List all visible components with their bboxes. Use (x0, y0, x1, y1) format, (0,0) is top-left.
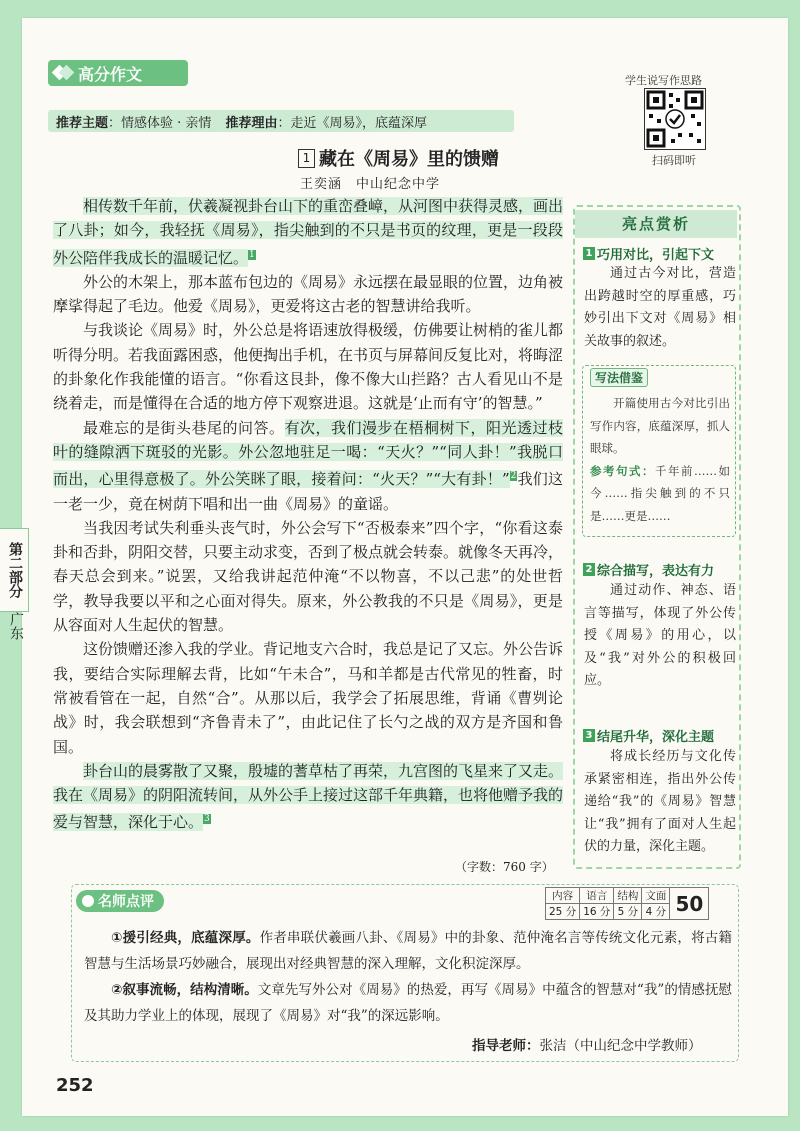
paragraph-1 (53, 194, 563, 270)
page-number: 252 (56, 1075, 94, 1096)
paragraph-6: 这份馈赠还渗入我的学业。背记地支六合时，我总是记了又忘。外公告诉我，要结合实际理解去背，比如“午未合”，马和羊都是古代常见的牲畜，时常被看管在一起，自然“合”。从那以后，我学会了拓展思维，背诵《曹刿论战》时，我会联想到“齐鲁青未了”，由此记住了长勺之战的双方是齐国和鲁国。 (53, 640, 564, 756)
highlight-head-3-text: 结尾升华，深化主题 (597, 730, 715, 745)
qr-caption-bottom: 扫码即听 (652, 154, 696, 167)
theme-label: 推荐主题 (56, 115, 109, 131)
reason-label: 推荐理由 (225, 115, 278, 131)
highlight-head-2 (583, 560, 714, 579)
paragraph-3: 与我谈论《周易》时，外公总是将语速放得极缓，仿佛要让树梢的雀儿都听得分明。若我面露困惑，他便掏出手机，在书页与屏幕间反复比对，将晦涩的卦象化作我能懂的语言。“你看这艮卦，像不像大山拦路？古人看见山不是绕着走，而是懂得在合适的地方停下观察进退。这就是‘止而有守’的智慧。” (53, 321, 564, 413)
teacher-label: 指导老师： (472, 1038, 540, 1054)
score-value: 4 分 (642, 904, 670, 920)
writing-tip-text (590, 392, 730, 527)
paragraph-2: 外公的木架上，那本蓝布包边的《周易》永远摆在最显眼的位置，边角被摩挲得起了毛边。他爱《周易》，更爱将这古老的智慧讲给我听。 (53, 272, 564, 316)
score-header: 语言 (580, 888, 614, 904)
review-tag (76, 890, 164, 912)
highlight-num-3: 3 (583, 729, 595, 742)
section-tag-label: 高分作文 (78, 64, 143, 84)
writing-tip-label: 写法借鉴 (590, 368, 648, 387)
note-marker-3: 3 (204, 814, 210, 825)
score-value: 16 分 (580, 904, 614, 920)
side-tab-region: 广东 (8, 612, 24, 640)
score-value: 25 分 (546, 904, 580, 920)
highlight-num-1: 1 (583, 247, 595, 260)
review-comment-1-head: ①援引经典，底蕴深厚。 (111, 930, 260, 946)
side-tab-part: 第二部分 (0, 528, 29, 612)
p4-lead: 最难忘的是街头巷尾的问答。 (83, 418, 285, 437)
review-comment-2 (84, 977, 732, 1029)
highlights-title: 亮点赏析 (575, 210, 737, 238)
score-header: 文面 (642, 888, 670, 904)
paragraph-4 (53, 416, 563, 516)
highlight-head-2-text: 综合描写，表达有力 (597, 564, 715, 579)
review-text (84, 925, 732, 1029)
essay-title-text: 藏在《周易》里的馈赠 (319, 149, 499, 170)
qr-caption-top: 学生说写作思路 (625, 74, 702, 87)
score-table (545, 887, 709, 920)
pattern-text: 千年前……如今……指尖触到的不只是……更是…… (590, 463, 730, 523)
pattern-label: 参考句式： (590, 463, 655, 478)
essay-title (298, 145, 499, 171)
review-label: 名师点评 (98, 894, 154, 910)
highlight-num-2: 2 (583, 563, 595, 576)
highlight-text-2: 通过动作、神态、语言等描写，体现了外公传授《周易》的用心，以及“我”对外公的积极回应。 (584, 583, 736, 688)
review-comment-1 (84, 925, 732, 977)
theme-value: 情感体验 · 亲情 (121, 115, 212, 131)
note-marker-1: 1 (249, 249, 255, 260)
score-header: 结构 (614, 888, 642, 904)
teacher-icon (82, 895, 94, 907)
essay-author: 王奕涵 中山纪念中学 (300, 177, 441, 192)
word-count: （字数：760 字） (455, 860, 554, 874)
highlight-1: 相传数千年前，伏羲凝视卦台山下的重峦叠嶂，从河图中获得灵感，画出了八卦；如今，我轻抚《周易》，指尖触到的不只是书页的纹理，更是一段段外公陪伴我成长的温暖记忆。 (53, 197, 564, 267)
score-header: 内容 (546, 888, 580, 904)
score-value: 5 分 (614, 904, 642, 920)
score-total: 50 (670, 888, 709, 920)
highlight-2: 有次，我们漫步在梧桐树下，阳光透过枝叶的缝隙洒下斑驳的光影。外公忽地驻足一喝：“天火？”“同人卦！”我脱口而出，心里得意极了。外公笑眯了眼，接着问：“火天？”“大有卦！” (53, 418, 563, 489)
reason-value: 走近《周易》，底蕴深厚 (290, 115, 427, 131)
section-tag (48, 60, 188, 86)
recommend-bar: 推荐主题 ： 情感体验 · 亲情 推荐理由 ： 走近《周易》，底蕴深厚 (48, 110, 514, 132)
paragraph-5: 当我因考试失利垂头丧气时，外公会写下“否极泰来”四个字，“你看这泰卦和否卦，阴阳交替，只要主动求变，否到了极点就会转泰。就像冬天再冷，春天总会到来。”说罢，又给我讲起范仲淹“不以物喜，不以己悲”的处世哲学，教导我要以平和之心面对得失。原来，外公教我的不只是《周易》，更是从容面对人生起伏的智慧。 (53, 518, 564, 635)
qr-code-icon[interactable] (644, 88, 706, 150)
essay-number: 1 (298, 149, 315, 168)
teacher-credit (472, 1034, 702, 1054)
highlight-text-1: 通过古今对比，营造出跨越时空的厚重感，巧妙引出下文对《周易》相关故事的叙述。 (584, 266, 736, 349)
highlight-head-1-text: 巧用对比，引起下文 (597, 248, 715, 263)
highlight-text-3: 将成长经历与文化传承紧密相连，指出外公传递给“我”的《周易》智慧让“我”拥有了面对人生起伏的力量，深化主题。 (584, 749, 736, 854)
highlight-head-1 (583, 244, 714, 263)
essay-body (53, 194, 563, 835)
teacher-name: 张洁（中山纪念中学教师） (539, 1038, 702, 1054)
paragraph-7 (53, 759, 563, 835)
review-comment-2-text: 文章先写外公对《周易》的热爱，再写《周易》中蕴含的智慧对“我”的情感抚慰及其助力学业上的体现，展现了《周易》对“我”的深远影响。 (84, 982, 732, 1024)
review-comment-1-text: 作者串联伏羲画八卦、《周易》中的卦象、范仲淹名言等传统文化元素，将古籍智慧与生活场景巧妙融合，展现出对经典智慧的深入理解，文化积淀深厚。 (84, 930, 733, 972)
writing-tip-body: 开篇使用古今对比引出写作内容，底蕴深厚，抓人眼球。 (590, 396, 730, 455)
note-marker-2: 2 (510, 471, 517, 482)
highlight-3: 卦台山的晨雾散了又聚，殷墟的蓍草枯了再荣，九宫图的飞星来了又走。我在《周易》的阴阳流转间，从外公手上接过这部千年典籍，也将他赠予我的爱与智慧，深化于心。 (53, 761, 564, 832)
highlight-head-3 (583, 726, 714, 745)
p4-tail: 我们这一老一少，竟在树荫下唱和出一曲《周易》的童谣。 (53, 470, 563, 513)
diamond-icon (54, 64, 72, 82)
review-comment-2-head: ②叙事流畅，结构清晰。 (111, 982, 258, 998)
